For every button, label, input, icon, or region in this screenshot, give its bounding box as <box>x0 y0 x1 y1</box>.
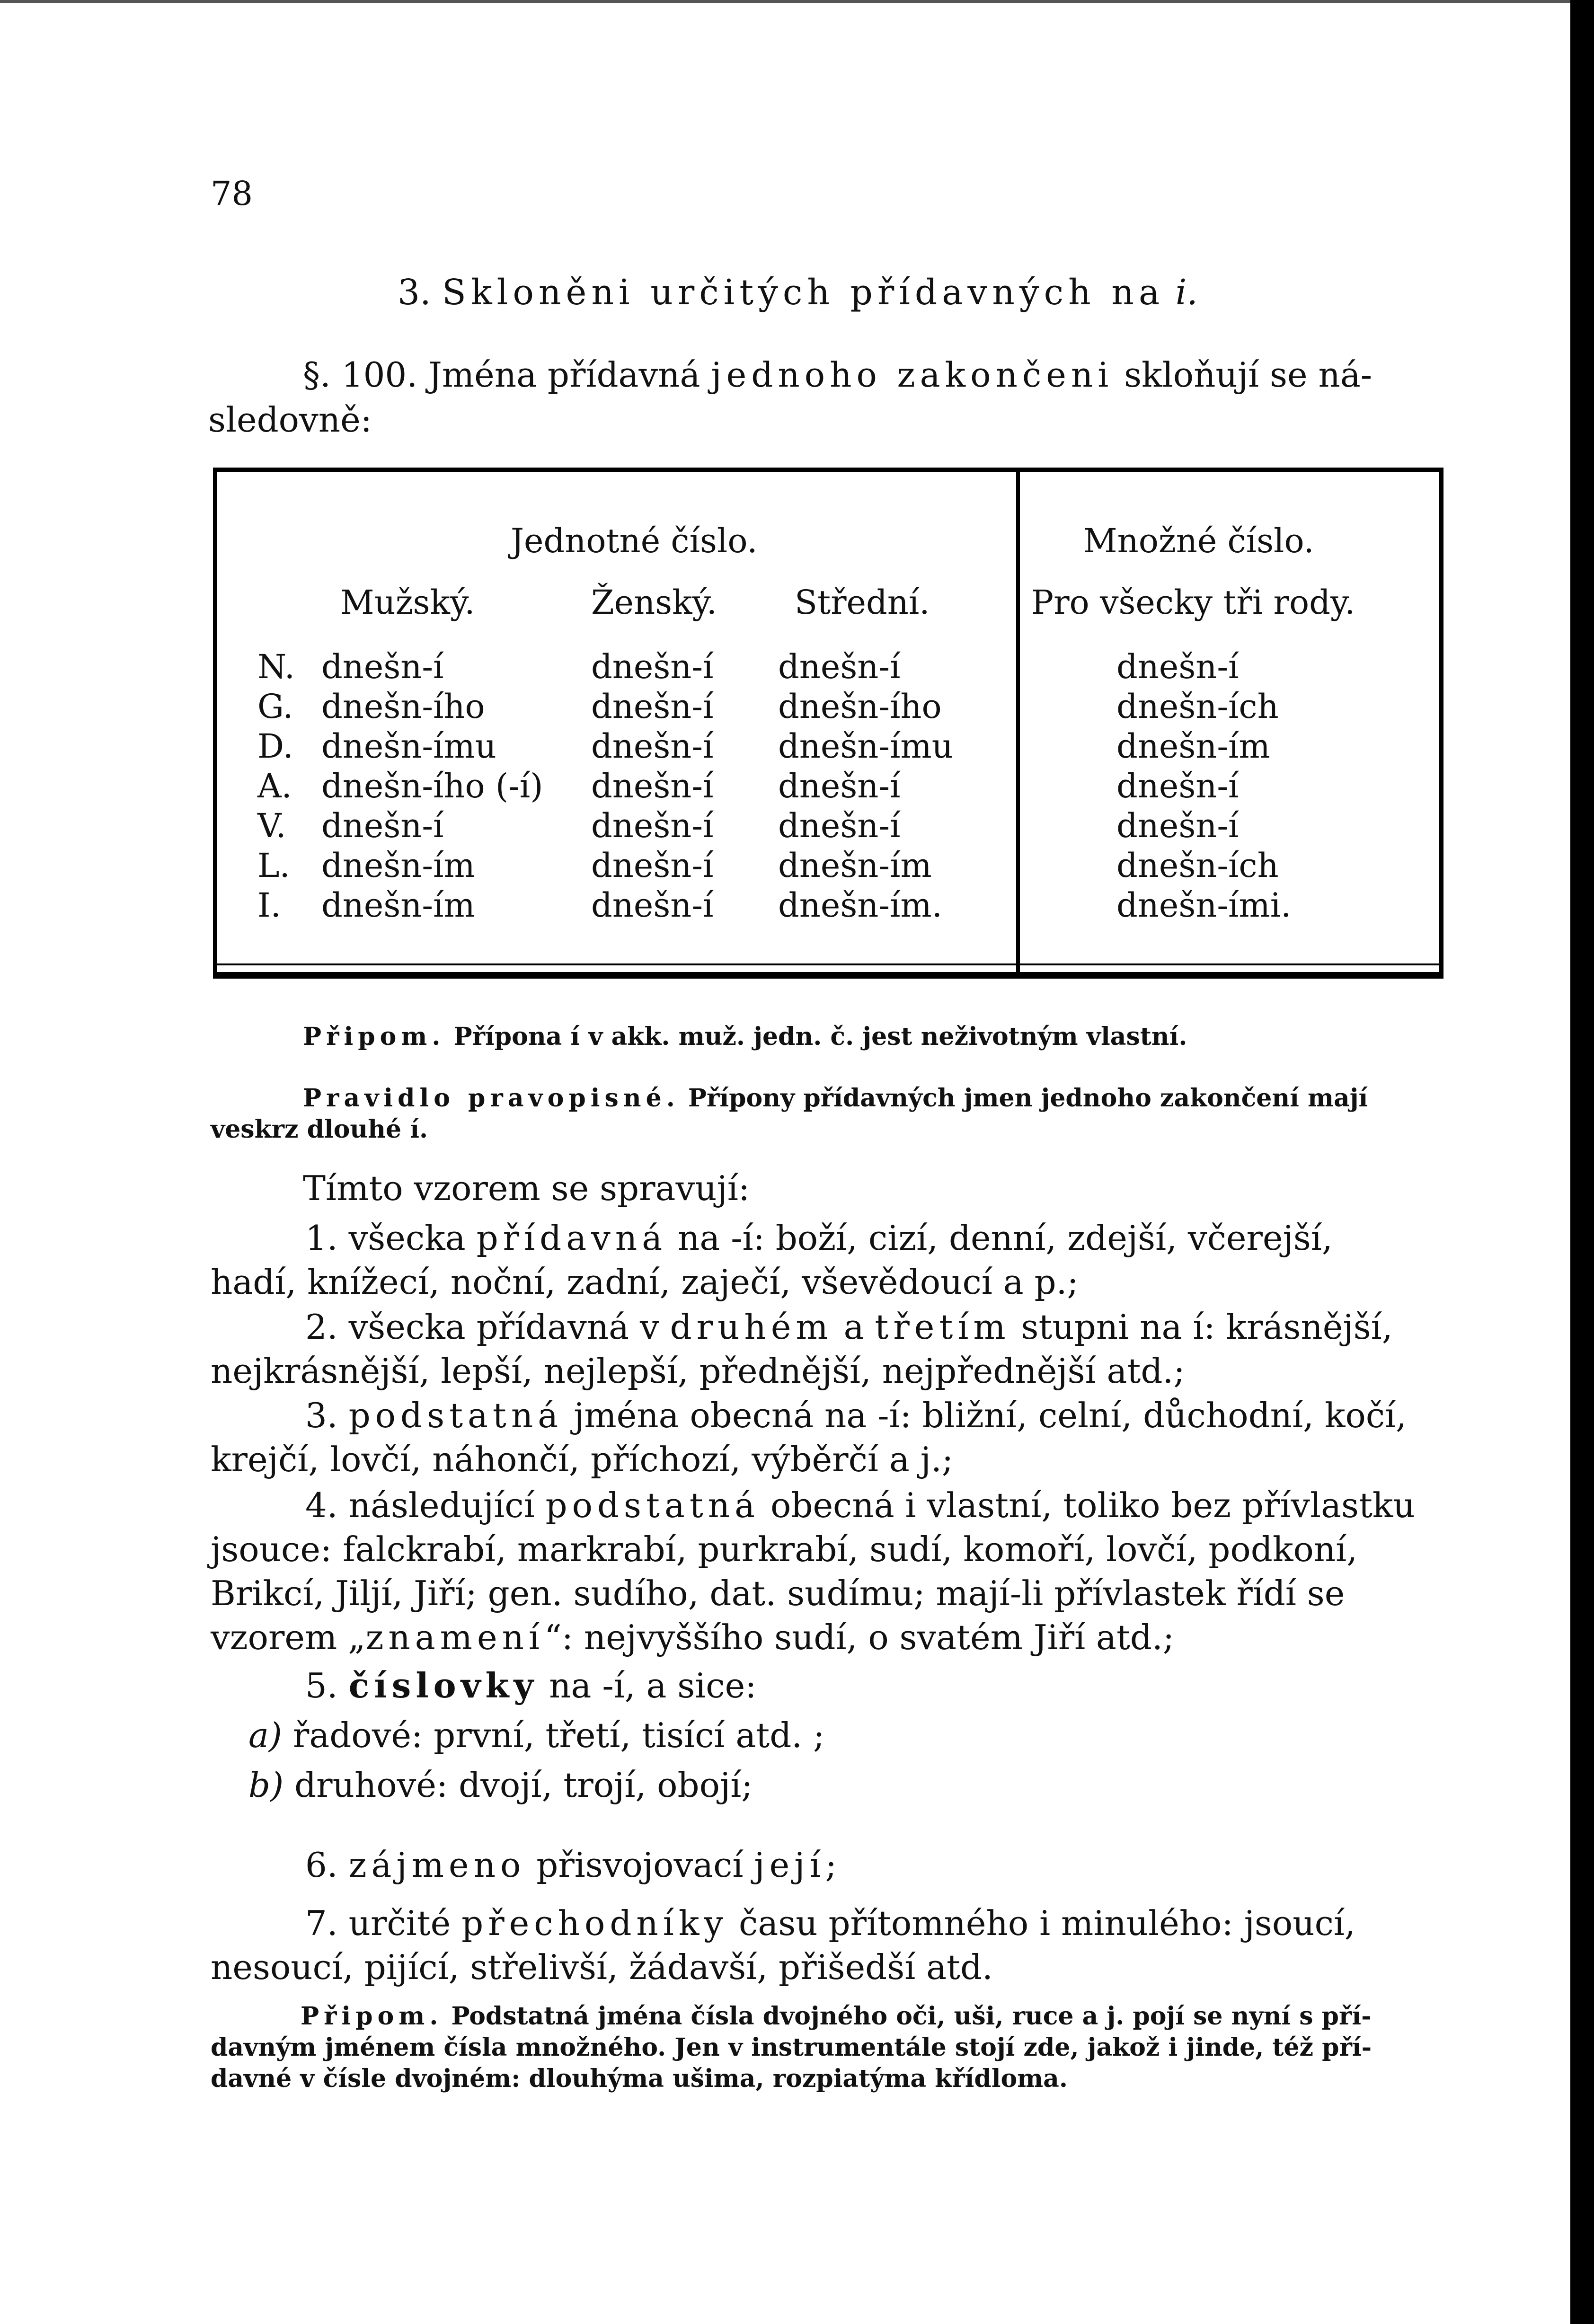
table-divider <box>1016 472 1020 972</box>
col-header-fem: Ženský. <box>591 583 717 622</box>
item-text: “: nejvyššího sudí, o svatém Jiří atd.; <box>544 1617 1175 1657</box>
item-number: 6. <box>305 1845 338 1885</box>
item-spaced: druhém <box>670 1307 833 1347</box>
note-text: veskrz dlouhé í. <box>211 1115 428 1144</box>
plural-header: Množné číslo. <box>1083 521 1314 560</box>
singular-header: Jednotné číslo. <box>511 521 758 560</box>
note-orthography <box>211 1083 1446 1145</box>
item-number: 4. následující <box>305 1485 535 1525</box>
table-cell: dnešn-í <box>591 767 714 805</box>
table-cell: dnešn-ího (-í) <box>321 767 543 805</box>
item-text: na -í: boží, cizí, denní, zdejší, včerejší, <box>678 1218 1333 1258</box>
table-cell: dnešn-ího <box>778 687 942 726</box>
note-accusative <box>303 1021 1187 1052</box>
table-cell: dnešn-ím <box>321 846 475 885</box>
table-cell: dnešn-í <box>321 647 444 686</box>
item-text: na -í, a sice: <box>549 1666 757 1705</box>
table-cell: dnešn-ímu <box>321 727 496 766</box>
note-label: Pravidlo pravopisné. <box>303 1084 680 1113</box>
heading-ending: i. <box>1175 272 1198 313</box>
col-header-masc: Mužský. <box>340 583 475 622</box>
item-spaced: její; <box>754 1845 841 1885</box>
note-text: Podstatná jména čísla dvojného oči, uši, ruce a j. pojí se nyní s pří- <box>451 2002 1372 2031</box>
table-cell: dnešn-ím <box>778 846 932 885</box>
item-text: hadí, knížecí, noční, zadní, zaječí, vševědoucí a p.; <box>211 1262 1079 1302</box>
item-spaced: znamení <box>365 1617 544 1657</box>
table-cell: dnešn-ími. <box>1116 886 1292 925</box>
table-cell: dnešn-í <box>591 886 714 925</box>
masc-column <box>321 647 543 925</box>
case-label: G. <box>257 687 293 726</box>
sub-item-label: a) <box>248 1715 283 1755</box>
paragraph-100 <box>208 353 1448 442</box>
table-cell: dnešn-í <box>591 806 714 845</box>
item-spaced: podstatná <box>545 1485 760 1525</box>
table-cell: dnešn-í <box>1116 647 1239 686</box>
item-text: stupni na í: krásnější, <box>1021 1307 1393 1347</box>
item-text: Brikcí, Jiljí, Jiří; gen. sudího, dat. sudímu; mají-li přívlastek řídí se <box>211 1573 1345 1613</box>
case-label: D. <box>257 727 293 766</box>
para-text-end: skloňují se ná- <box>1124 355 1373 395</box>
table-cell: dnešn-í <box>1116 767 1239 805</box>
declension-table <box>213 468 1443 979</box>
note-text: Přípona í v akk. muž. jedn. č. jest neživotným vlastní. <box>453 1022 1187 1051</box>
table-cell: dnešn-ím <box>1116 727 1270 766</box>
item-text: obecná i vlastní, toliko bez přívlastku <box>770 1485 1415 1525</box>
table-cell: dnešn-í <box>591 647 714 686</box>
item-number: 5. <box>305 1666 338 1705</box>
note-text: Přípony přídavných jmen jednoho zakončení mají <box>688 1084 1368 1113</box>
table-cell: dnešn-í <box>591 687 714 726</box>
list-item-4 <box>211 1484 1451 1660</box>
list-item-1 <box>211 1216 1451 1304</box>
list-item-6 <box>211 1843 1451 1887</box>
list-item-3 <box>211 1394 1451 1482</box>
table-cell: dnešn-í <box>778 767 901 805</box>
case-label: A. <box>257 767 292 805</box>
list-item-5 <box>211 1663 1451 1807</box>
table-cell: dnešn-í <box>778 806 901 845</box>
col-header-neut: Střední. <box>795 583 930 622</box>
item-spaced: přídavná <box>476 1218 667 1258</box>
note-label: Připom. <box>303 1022 445 1051</box>
case-label: N. <box>257 647 295 686</box>
item-number: 3. <box>305 1396 338 1435</box>
item-text: jsouce: falckrabí, markrabí, purkrabí, sudí, komoří, lovčí, podkoní, <box>211 1529 1358 1569</box>
item-text: krejčí, lovčí, náhončí, příchozí, výběrčí a j.; <box>211 1440 954 1479</box>
item-text: přisvojovací <box>536 1845 744 1885</box>
table-cell: dnešn-ím. <box>778 886 942 925</box>
para-continuation: sledovně: <box>208 400 372 440</box>
page-number: 78 <box>211 174 253 213</box>
para-text: Jména přídavná <box>428 355 700 395</box>
col-header-plural: Pro všecky tři rody. <box>1031 583 1355 622</box>
note-label: Připom. <box>301 2002 443 2031</box>
page-top-edge <box>0 0 1594 3</box>
item-text: nejkrásnější, lepší, nejlepší, přednější, nejpřednější atd.; <box>211 1351 1185 1391</box>
para-spaced: jednoho zakončeni <box>711 355 1114 395</box>
table-cell: dnešn-ího <box>321 687 485 726</box>
item-text: jména obecná na -í: bližní, celní, důchodní, kočí, <box>574 1396 1407 1435</box>
note-text: davné v čísle dvojném: dlouhýma ušima, rozpiatýma křídloma. <box>211 2064 1068 2093</box>
table-cell: dnešn-í <box>1116 806 1239 845</box>
item-text: a <box>843 1307 864 1347</box>
item-spaced: číslovky <box>348 1665 539 1705</box>
scan-border-right <box>1570 0 1594 2324</box>
heading-title: Skloněni určitých přídavných na <box>442 272 1165 313</box>
item-text: řadové: první, třetí, tisící atd. ; <box>292 1715 825 1755</box>
heading-number: 3. <box>398 272 431 313</box>
case-label: V. <box>257 806 286 845</box>
case-column <box>257 647 295 925</box>
table-cell: dnešn-ích <box>1116 846 1279 885</box>
item-spaced: zájmeno <box>348 1845 526 1885</box>
table-cell: dnešn-ích <box>1116 687 1279 726</box>
case-label: L. <box>257 846 290 885</box>
item-text: nesoucí, pijící, střelivší, žádavší, přišedší atd. <box>211 1947 993 1987</box>
list-item-7 <box>211 1901 1451 1989</box>
item-number: 1. všecka <box>305 1218 466 1258</box>
item-number: 2. všecka přídavná v <box>305 1307 659 1347</box>
intro-line: Tímto vzorem se spravují: <box>303 1168 750 1208</box>
item-spaced: třetím <box>875 1307 1010 1347</box>
item-spaced: podstatná <box>348 1396 563 1435</box>
list-item-2 <box>211 1305 1451 1393</box>
table-cell: dnešn-í <box>591 846 714 885</box>
table-cell: dnešn-ím <box>321 886 475 925</box>
table-double-rule <box>217 963 1439 965</box>
item-number: 7. určité <box>305 1903 451 1943</box>
item-text: druhové: dvojí, trojí, obojí; <box>294 1765 753 1805</box>
note-text: davným jménem čísla množného. Jen v instrumentále stojí zde, jakož i jinde, též pří- <box>211 2033 1372 2062</box>
table-cell: dnešn-í <box>778 647 901 686</box>
item-spaced: přechodníky <box>461 1903 728 1943</box>
item-text: času přítomného i minulého: jsoucí, <box>739 1903 1355 1943</box>
table-cell: dnešn-í <box>591 727 714 766</box>
table-cell: dnešn-í <box>321 806 444 845</box>
item-text: vzorem „ <box>211 1617 366 1657</box>
plural-column <box>1116 647 1291 925</box>
table-cell: dnešn-ímu <box>778 727 953 766</box>
fem-column <box>591 647 713 925</box>
neut-column <box>778 647 953 925</box>
section-heading <box>398 272 1198 313</box>
section-mark: §. 100. <box>303 355 418 395</box>
note-dual <box>211 2001 1451 2094</box>
sub-item-label: b) <box>248 1765 284 1805</box>
case-label: I. <box>257 886 281 925</box>
